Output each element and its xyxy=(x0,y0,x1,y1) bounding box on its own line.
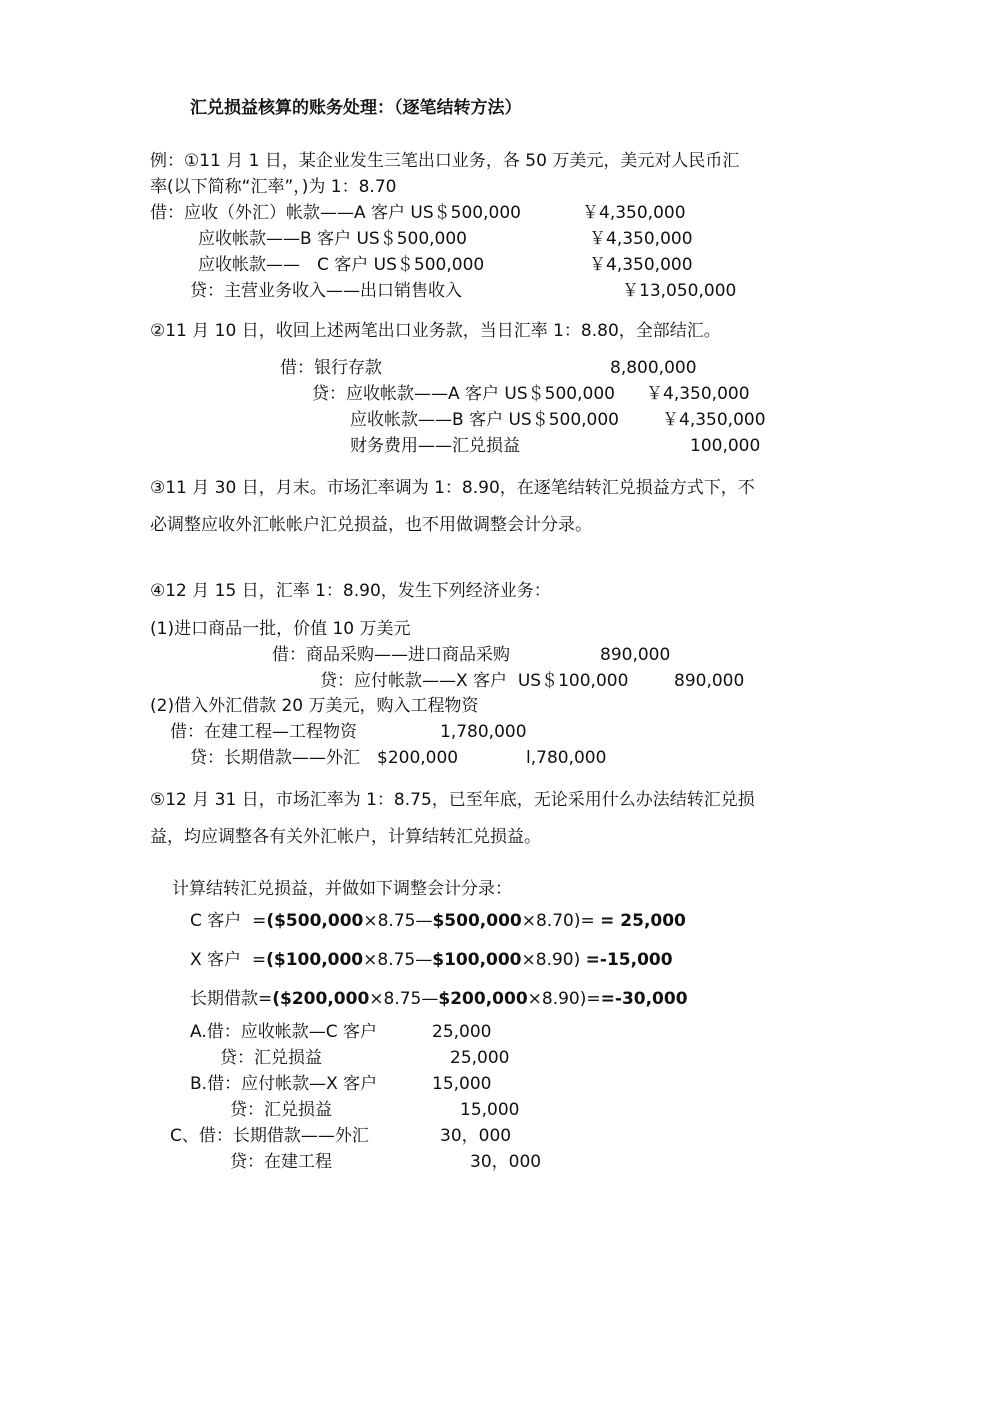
calc-l-mult1: ×8.75— xyxy=(369,989,439,1009)
entry-b2-account: 贷：汇兑损益 xyxy=(230,1100,332,1120)
s2-entry4-account: 财务费用——汇兑损益 xyxy=(350,436,520,456)
s2-entry1-account: 借：银行存款 xyxy=(280,358,382,378)
s5-line2: 益，均应调整各有关外汇帐户，计算结转汇兑损益。 xyxy=(150,827,541,847)
s1-entry3-amount: ￥4,350,000 xyxy=(589,255,693,275)
entry-c2-amount: 30，000 xyxy=(470,1152,542,1172)
calc-c-amount1: ($500,000 xyxy=(266,911,364,931)
calc-x-customer xyxy=(190,949,673,971)
calc-c-result: = 25,000 xyxy=(600,911,686,931)
s1-entry3-account: 应收帐款—— C 客户 US＄500,000 xyxy=(198,255,485,275)
calc-c-mult1: ×8.75— xyxy=(363,911,433,931)
s4-entry2-amount: 890,000 xyxy=(674,671,745,691)
entry-b1-amount: 15,000 xyxy=(432,1074,492,1094)
s2-entry2-amount: ￥4,350,000 xyxy=(646,384,750,404)
s4-sub2: (2)借入外汇借款 20 万美元，购入工程物资 xyxy=(150,696,479,716)
entry-a2-account: 贷：汇兑损益 xyxy=(220,1048,322,1068)
entry-c1-account: C、借：长期借款——外汇 xyxy=(170,1126,369,1146)
calc-x-mult2: ×8.90) xyxy=(521,950,586,970)
s4-line1: ④12 月 15 日，汇率 1：8.90，发生下列经济业务： xyxy=(150,581,551,601)
s2-entry1-amount: 8,800,000 xyxy=(610,358,697,378)
calc-c-customer xyxy=(190,910,686,932)
s2-line1: ②11 月 10 日，收回上述两笔出口业务款，当日汇率 1：8.80，全部结汇。 xyxy=(150,321,721,341)
entry-a2-amount: 25,000 xyxy=(450,1048,510,1068)
calc-c-label: C 客户 = xyxy=(190,911,267,931)
calc-l-result: =-30,000 xyxy=(600,989,688,1009)
calc-l-amount1: ($200,000 xyxy=(272,989,370,1009)
s2-entry3-amount: ￥4,350,000 xyxy=(662,410,766,430)
entry-a1-account: A.借：应收帐款—C 客户 xyxy=(190,1022,378,1042)
calc-intro: 计算结转汇兑损益，并做如下调整会计分录： xyxy=(172,879,512,899)
calc-long-term-loan xyxy=(190,988,688,1010)
s4-sub1: (1)进口商品一批，价值 10 万美元 xyxy=(150,619,411,639)
s4-entry1-amount: 890,000 xyxy=(600,645,671,665)
calc-x-amount2: $100,000 xyxy=(432,950,522,970)
entry-b1-account: B.借：应付帐款—X 客户 xyxy=(190,1074,378,1094)
calc-x-amount1: ($100,000 xyxy=(266,950,364,970)
calc-x-result: =-15,000 xyxy=(585,950,673,970)
s3-line1: ③11 月 30 日，月末。市场汇率调为 1：8.90，在逐笔结转汇兑损益方式下，不 xyxy=(150,478,755,498)
s2-entry2-account: 贷：应收帐款——A 客户 US＄500,000 xyxy=(312,384,615,404)
s2-entry3-account: 应收帐款——B 客户 US＄500,000 xyxy=(350,410,620,430)
s1-entry2-account: 应收帐款——B 客户 US＄500,000 xyxy=(198,229,468,249)
s1-line1: 例：①11 月 1 日，某企业发生三笔出口业务，各 50 万美元，美元对人民币汇 xyxy=(150,151,740,171)
s2-entry4-amount: 100,000 xyxy=(690,436,761,456)
s1-entry4-account: 贷：主营业务收入——出口销售收入 xyxy=(190,281,462,301)
s4-entry1-account: 借：商品采购——进口商品采购 xyxy=(272,645,510,665)
s3-line2: 必调整应收外汇帐帐户汇兑损益，也不用做调整会计分录。 xyxy=(150,515,592,535)
s1-entry1-account: 借：应收（外汇）帐款——A 客户 US＄500,000 xyxy=(150,203,521,223)
entry-c2-account: 贷：在建工程 xyxy=(230,1152,332,1172)
s1-line2: 率(以下简称“汇率”，)为 1：8.70 xyxy=(150,177,397,197)
s1-entry2-amount: ￥4,350,000 xyxy=(589,229,693,249)
calc-l-label: 长期借款= xyxy=(190,989,273,1009)
document-title: 汇兑损益核算的账务处理：（逐笔结转方法） xyxy=(190,98,522,118)
calc-x-mult1: ×8.75— xyxy=(363,950,433,970)
calc-l-amount2: $200,000 xyxy=(438,989,528,1009)
calc-l-mult2: ×8.90)= xyxy=(527,989,601,1009)
s4-entry4-amount: l,780,000 xyxy=(526,748,607,768)
calc-x-label: X 客户 = xyxy=(190,950,267,970)
s5-line1: ⑤12 月 31 日，市场汇率为 1：8.75，已至年底，无论采用什么办法结转汇兑损 xyxy=(150,790,755,810)
entry-b2-amount: 15,000 xyxy=(460,1100,520,1120)
s1-entry1-amount: ￥4,350,000 xyxy=(582,203,686,223)
s4-entry3-account: 借：在建工程—工程物资 xyxy=(170,722,357,742)
s4-entry2-account: 贷：应付帐款——X 客户 US＄100,000 xyxy=(320,671,629,691)
s4-entry4-account: 贷：长期借款——外汇 $200,000 xyxy=(190,748,459,768)
calc-c-mult2: ×8.70)= xyxy=(521,911,601,931)
entry-a1-amount: 25,000 xyxy=(432,1022,492,1042)
calc-c-amount2: $500,000 xyxy=(432,911,522,931)
entry-c1-amount: 30，000 xyxy=(440,1126,512,1146)
s1-entry4-amount: ￥13,050,000 xyxy=(622,281,737,301)
s4-entry3-amount: 1,780,000 xyxy=(440,722,527,742)
